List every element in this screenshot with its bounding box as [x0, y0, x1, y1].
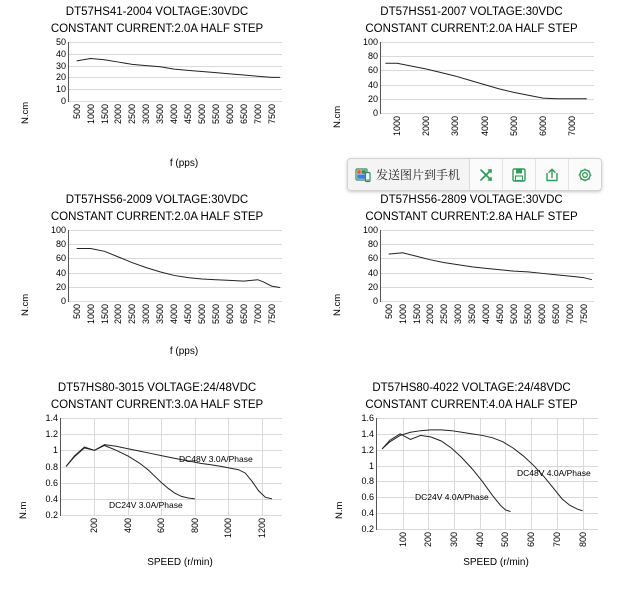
y-tick-label: 1.4 — [361, 428, 374, 439]
chart-title: DT57HS56-2809 VOLTAGE:30VDC — [380, 194, 563, 206]
x-tick-label: 7000 — [252, 104, 263, 125]
x-tick-label: 1200 — [256, 518, 267, 539]
series-line — [66, 445, 195, 498]
x-tick-label: 1000 — [397, 304, 408, 325]
x-tick-label: 800 — [577, 532, 588, 548]
x-tick-label: 2500 — [127, 104, 138, 125]
plot-area — [18, 413, 298, 584]
x-tick-label: 2000 — [113, 104, 124, 125]
x-tick-label: 500 — [71, 304, 82, 320]
plot-area — [332, 37, 611, 168]
image-icon — [355, 167, 371, 183]
arrows-cross-icon — [478, 167, 494, 183]
y-tick-label: 30 — [55, 60, 66, 71]
settings-button[interactable] — [569, 159, 601, 190]
chart-curves — [69, 230, 282, 301]
y-tick-label: 100 — [362, 225, 378, 235]
x-tick-label: 3000 — [141, 304, 152, 325]
x-tick-label: 5500 — [210, 304, 221, 325]
plot-area — [332, 225, 611, 356]
x-tick-label: 4500 — [495, 304, 506, 325]
x-tick-label: 2000 — [113, 304, 124, 325]
x-tick-label: 5000 — [508, 304, 519, 325]
y-axis-label: N.m — [334, 501, 345, 519]
x-tick-label: 1500 — [99, 304, 110, 325]
series-annotation: DC48V 3.0A/Phase — [179, 454, 253, 464]
y-tick-label: 0.8 — [361, 476, 374, 487]
y-tick-label: 0 — [372, 108, 378, 118]
y-tick-label: 10 — [55, 84, 66, 95]
plot-area — [20, 225, 294, 357]
series-annotation: DC48V 4.0A/Phase — [517, 468, 591, 478]
chart-curves — [69, 42, 282, 101]
x-tick-label: 400 — [122, 518, 133, 534]
chart-subtitle: CONSTANT CURRENT:3.0A HALF STEP — [50, 399, 264, 411]
x-tick-label: 1000 — [392, 116, 403, 137]
send-image-to-phone-label: 发送图片到手机 — [376, 168, 461, 182]
chart-title-group — [314, 0, 629, 38]
plot-area — [20, 37, 294, 169]
x-tick-label: 3500 — [155, 304, 166, 325]
chart-title: DT57HS80-3015 VOLTAGE:24/48VDC — [57, 382, 257, 394]
y-tick-label: 0 — [60, 96, 66, 106]
x-axis-label: SPEED (r/min) — [463, 557, 529, 568]
chart-title: DT57HS56-2009 VOLTAGE:30VDC — [65, 194, 249, 206]
chart-dt57hs56-2809 — [314, 188, 629, 376]
x-tick-label: 6000 — [536, 304, 547, 325]
y-axis-label: N.cm — [20, 101, 31, 124]
gridline — [381, 113, 594, 114]
series-line — [385, 63, 586, 99]
chart-title-group — [0, 0, 314, 38]
x-tick-label: 3000 — [450, 116, 461, 137]
floating-toolbar[interactable] — [347, 158, 602, 191]
x-tick-label: 5000 — [508, 116, 519, 137]
x-axis-label: f (pps) — [169, 158, 199, 169]
chart-title-group — [0, 376, 314, 414]
y-tick-label: 80 — [367, 51, 378, 62]
y-tick-label: 100 — [362, 37, 378, 47]
y-tick-label: 100 — [50, 225, 66, 235]
y-tick-label: 40 — [367, 79, 378, 90]
y-tick-label: 1.2 — [45, 429, 58, 440]
y-tick-label: 1 — [368, 460, 374, 471]
x-tick-label: 3500 — [155, 104, 166, 125]
y-tick-label: 40 — [55, 48, 66, 59]
plot-frame — [55, 37, 282, 125]
y-tick-label: 0.2 — [361, 524, 374, 534]
y-tick-label: 0.4 — [45, 493, 58, 504]
chart-subtitle: CONSTANT CURRENT:2.0A HALF STEP — [365, 23, 578, 35]
send-image-to-phone-button[interactable] — [348, 159, 470, 190]
x-tick-label: 1500 — [411, 304, 422, 325]
x-tick-label: 4000 — [169, 304, 180, 325]
chart-title: DT57HS80-4022 VOLTAGE:24/48VDC — [372, 382, 571, 394]
chart-subtitle: CONSTANT CURRENT:4.0A HALF STEP — [365, 399, 578, 411]
series-line — [389, 253, 592, 280]
x-tick-label: 6000 — [537, 116, 548, 137]
x-tick-label: 6000 — [224, 104, 235, 125]
x-tick-label: 3500 — [467, 304, 478, 325]
x-tick-label: 700 — [551, 532, 562, 548]
y-tick-label: 60 — [55, 253, 66, 264]
chart-subtitle: CONSTANT CURRENT:2.0A HALF STEP — [50, 211, 264, 223]
y-tick-label: 40 — [55, 267, 66, 278]
gridline — [69, 101, 282, 102]
x-tick-label: 500 — [383, 304, 394, 320]
chart-title-group — [314, 376, 629, 414]
x-tick-label: 6000 — [224, 304, 235, 325]
chart-subtitle: CONSTANT CURRENT:2.0A HALF STEP — [50, 23, 264, 35]
chart-curves — [381, 42, 594, 113]
x-tick-label: 2500 — [127, 304, 138, 325]
x-tick-label: 600 — [526, 532, 537, 548]
y-tick-label: 60 — [367, 253, 378, 264]
y-tick-label: 80 — [367, 239, 378, 250]
x-tick-label: 300 — [449, 532, 460, 548]
share-export-icon — [544, 167, 560, 183]
x-tick-label: 7500 — [266, 104, 277, 125]
x-tick-label: 2000 — [421, 116, 432, 137]
y-tick-label: 20 — [55, 281, 66, 292]
x-tick-label: 7500 — [266, 304, 277, 325]
gridline — [61, 515, 282, 516]
gear-icon — [577, 167, 593, 183]
x-tick-label: 7500 — [578, 304, 589, 325]
series-line — [77, 59, 280, 78]
x-tick-label: 200 — [89, 518, 100, 534]
plot-frame — [45, 413, 282, 539]
x-tick-label: 200 — [423, 532, 434, 548]
x-tick-label: 6500 — [550, 304, 561, 325]
x-tick-label: 4000 — [169, 104, 180, 125]
x-tick-label: 600 — [156, 518, 167, 534]
y-tick-label: 0.8 — [45, 461, 58, 472]
x-tick-label: 4000 — [481, 304, 492, 325]
y-tick-label: 1.2 — [361, 444, 374, 455]
gridline — [69, 301, 282, 302]
y-tick-label: 0 — [60, 296, 66, 306]
series-annotation: DC24V 4.0A/Phase — [415, 492, 489, 502]
chart-title-group — [314, 188, 629, 226]
y-tick-label: 1 — [52, 445, 58, 456]
y-tick-label: 20 — [367, 93, 378, 104]
x-axis-label: SPEED (r/min) — [147, 557, 213, 568]
y-tick-label: 1.4 — [45, 413, 58, 423]
x-tick-label: 500 — [500, 532, 511, 548]
x-tick-label: 6500 — [238, 104, 249, 125]
x-tick-label: 5500 — [522, 304, 533, 325]
series-line — [77, 248, 280, 287]
y-tick-label: 0.6 — [361, 492, 374, 503]
y-tick-label: 60 — [367, 65, 378, 76]
plot-frame — [362, 225, 594, 325]
chart-title-group — [0, 188, 314, 226]
y-tick-label: 0.2 — [45, 510, 58, 520]
x-tick-label: 4000 — [479, 116, 490, 137]
y-axis-label: N.cm — [332, 293, 343, 316]
x-tick-label: 500 — [71, 104, 82, 120]
y-tick-label: 0.4 — [361, 508, 374, 519]
translate-button[interactable] — [470, 159, 503, 190]
x-tick-label: 1000 — [85, 304, 96, 325]
y-tick-label: 1.6 — [361, 413, 374, 423]
y-tick-label: 80 — [55, 239, 66, 250]
x-tick-label: 4500 — [183, 304, 194, 325]
x-tick-label: 400 — [474, 532, 485, 548]
x-tick-label: 4500 — [183, 104, 194, 125]
chart-title: DT57HS41-2004 VOLTAGE:30VDC — [65, 6, 249, 18]
y-axis-label: N.m — [18, 501, 29, 519]
series-annotation: DC24V 3.0A/Phase — [109, 500, 183, 510]
chart-dt57hs80-4022 — [314, 376, 629, 594]
x-tick-label: 7000 — [564, 304, 575, 325]
x-tick-label: 5000 — [196, 304, 207, 325]
x-tick-label: 3000 — [453, 304, 464, 325]
y-tick-label: 20 — [367, 281, 378, 292]
y-tick-label: 20 — [55, 72, 66, 83]
x-tick-label: 3000 — [141, 104, 152, 125]
x-tick-label: 2000 — [425, 304, 436, 325]
x-tick-label: 6500 — [238, 304, 249, 325]
x-tick-label: 7000 — [252, 304, 263, 325]
chart-dt57hs56-2009 — [0, 188, 314, 376]
x-tick-label: 100 — [397, 532, 408, 548]
plot-frame — [361, 413, 598, 548]
x-tick-label: 7000 — [567, 116, 578, 137]
chart-dt57hs80-3015 — [0, 376, 314, 594]
gridline — [377, 529, 598, 530]
y-axis-label: N.cm — [20, 293, 31, 316]
x-tick-label: 1500 — [99, 104, 110, 125]
x-tick-label: 1000 — [85, 104, 96, 125]
save-button[interactable] — [503, 159, 536, 190]
x-tick-label: 5500 — [210, 104, 221, 125]
plot-frame — [362, 37, 594, 137]
x-axis-label: f (pps) — [169, 346, 199, 357]
plot-frame — [50, 225, 282, 325]
x-tick-label: 800 — [189, 518, 200, 534]
plot-area — [334, 413, 614, 584]
y-tick-label: 50 — [55, 37, 66, 47]
x-tick-label: 5000 — [196, 104, 207, 125]
chart-dt57hs41-2004 — [0, 0, 314, 188]
save-disk-icon — [511, 167, 527, 183]
y-tick-label: 40 — [367, 267, 378, 278]
series-line — [66, 445, 272, 499]
chart-curves — [381, 230, 594, 301]
y-axis-label: N.cm — [332, 105, 343, 128]
gridline — [381, 301, 594, 302]
share-button[interactable] — [536, 159, 569, 190]
chart-title: DT57HS51-2007 VOLTAGE:30VDC — [380, 6, 563, 18]
y-tick-label: 0.6 — [45, 477, 58, 488]
y-tick-label: 0 — [372, 296, 378, 306]
x-tick-label: 1000 — [223, 518, 234, 539]
x-tick-label: 2500 — [439, 304, 450, 325]
chart-subtitle: CONSTANT CURRENT:2.8A HALF STEP — [365, 211, 578, 223]
